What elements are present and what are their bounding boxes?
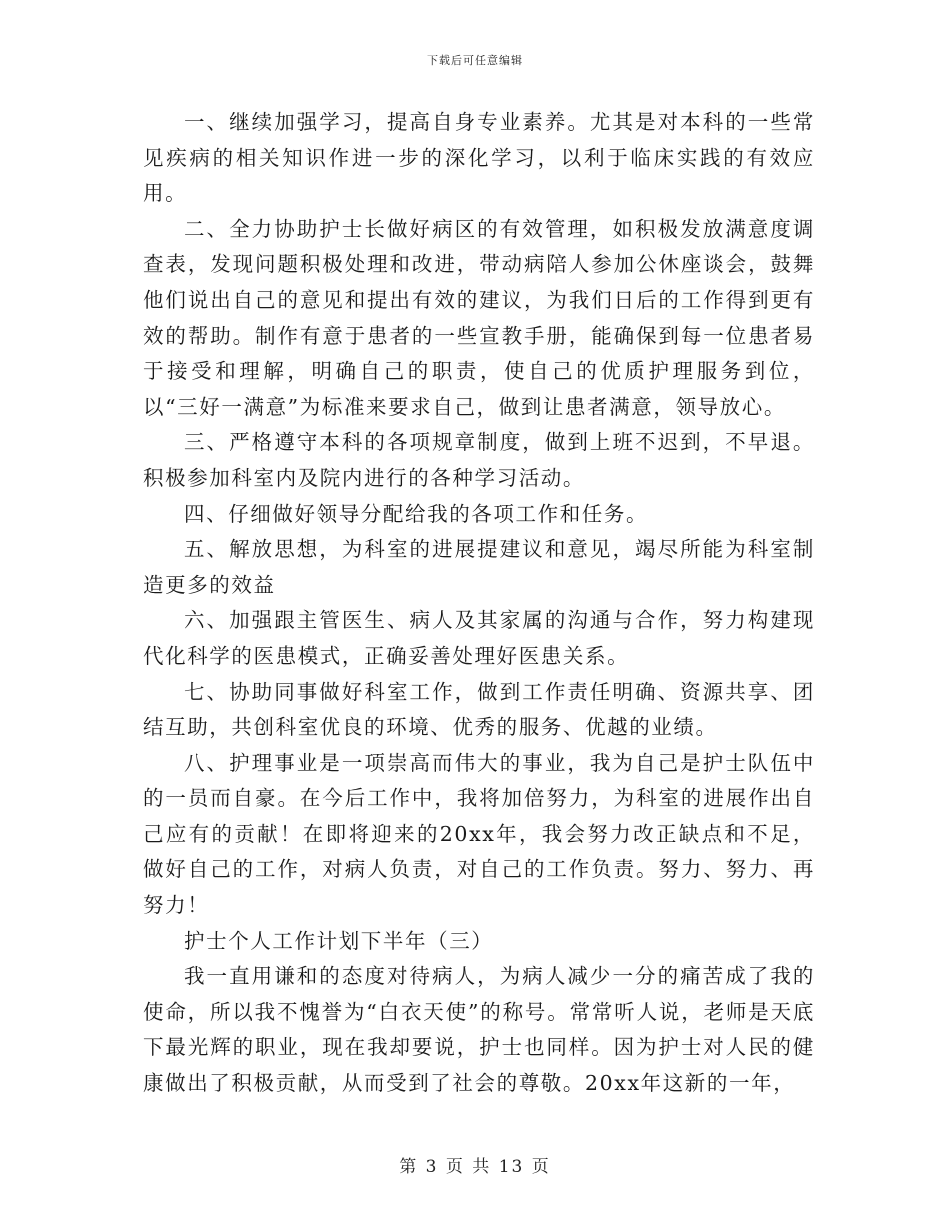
paragraph-item-8: 八、护理事业是一项崇高而伟大的事业，我为自己是护士队伍中的一员而自豪。在今后工作中，我将加倍努力，为科室的进展作出自己应有的贡献！在即将迎来的20xx年，我会努力改正缺点和不足，做好自己的工作，对病人负责，对自己的工作负责。努力、努力、再努力！ [143,750,815,918]
paragraph-item-6: 六、加强跟主管医生、病人及其家属的沟通与合作，努力构建现代化科学的医患模式，正确妥善处理好医患关系。 [143,608,815,668]
section-heading: 护士个人工作计划下半年（三） [184,928,494,953]
page-header-note: 下载后可任意编辑 [427,54,523,67]
paragraph-item-7: 七、协助同事做好科室工作，做到工作责任明确、资源共享、团结互助，共创科室优良的环境、优秀的服务、优越的业绩。 [143,679,815,740]
paragraph-item-1: 一、继续加强学习，提高自身专业素养。尤其是对本科的一些常见疾病的相关知识作进一步的深化学习，以利于临床实践的有效应用。 [143,110,815,206]
paragraph-item-3: 三、严格遵守本科的各项规章制度，做到上班不迟到，不早退。积极参加科室内及院内进行的各种学习活动。 [143,430,815,490]
paragraph-item-5: 五、解放思想，为科室的进展提建议和意见，竭尽所能为科室制造更多的效益 [143,537,815,597]
paragraph-item-9: 我一直用谦和的态度对待病人，为病人减少一分的痛苦成了我的使命，所以我不愧誉为“白衣天使”的称号。常常听人说，老师是天底下最光辉的职业，现在我却要说，护士也同样。因为护士对人民的健康做出了积极贡献，从而受到了社会的尊敬。20xx年这新的一年， [143,964,815,1096]
paragraph-item-2: 二、全力协助护士长做好病区的有效管理，如积极发放满意度调查表，发现问题积极处理和改进，带动病陪人参加公休座谈会，鼓舞他们说出自己的意见和提出有效的建议，为我们日后的工作得到更有效的帮助。制作有意于患者的一些宣教手册，能确保到每一位患者易于接受和理解，明确自己的职责，使自己的优质护理服务到位，以“三好一满意”为标准来要求自己，做到让患者满意，领导放心。 [143,216,815,419]
paragraph-item-4: 四、仔细做好领导分配给我的各项工作和任务。 [184,501,649,526]
page-number-footer: 第 3 页 共 13 页 [399,1157,551,1177]
document-body [143,105,815,1102]
